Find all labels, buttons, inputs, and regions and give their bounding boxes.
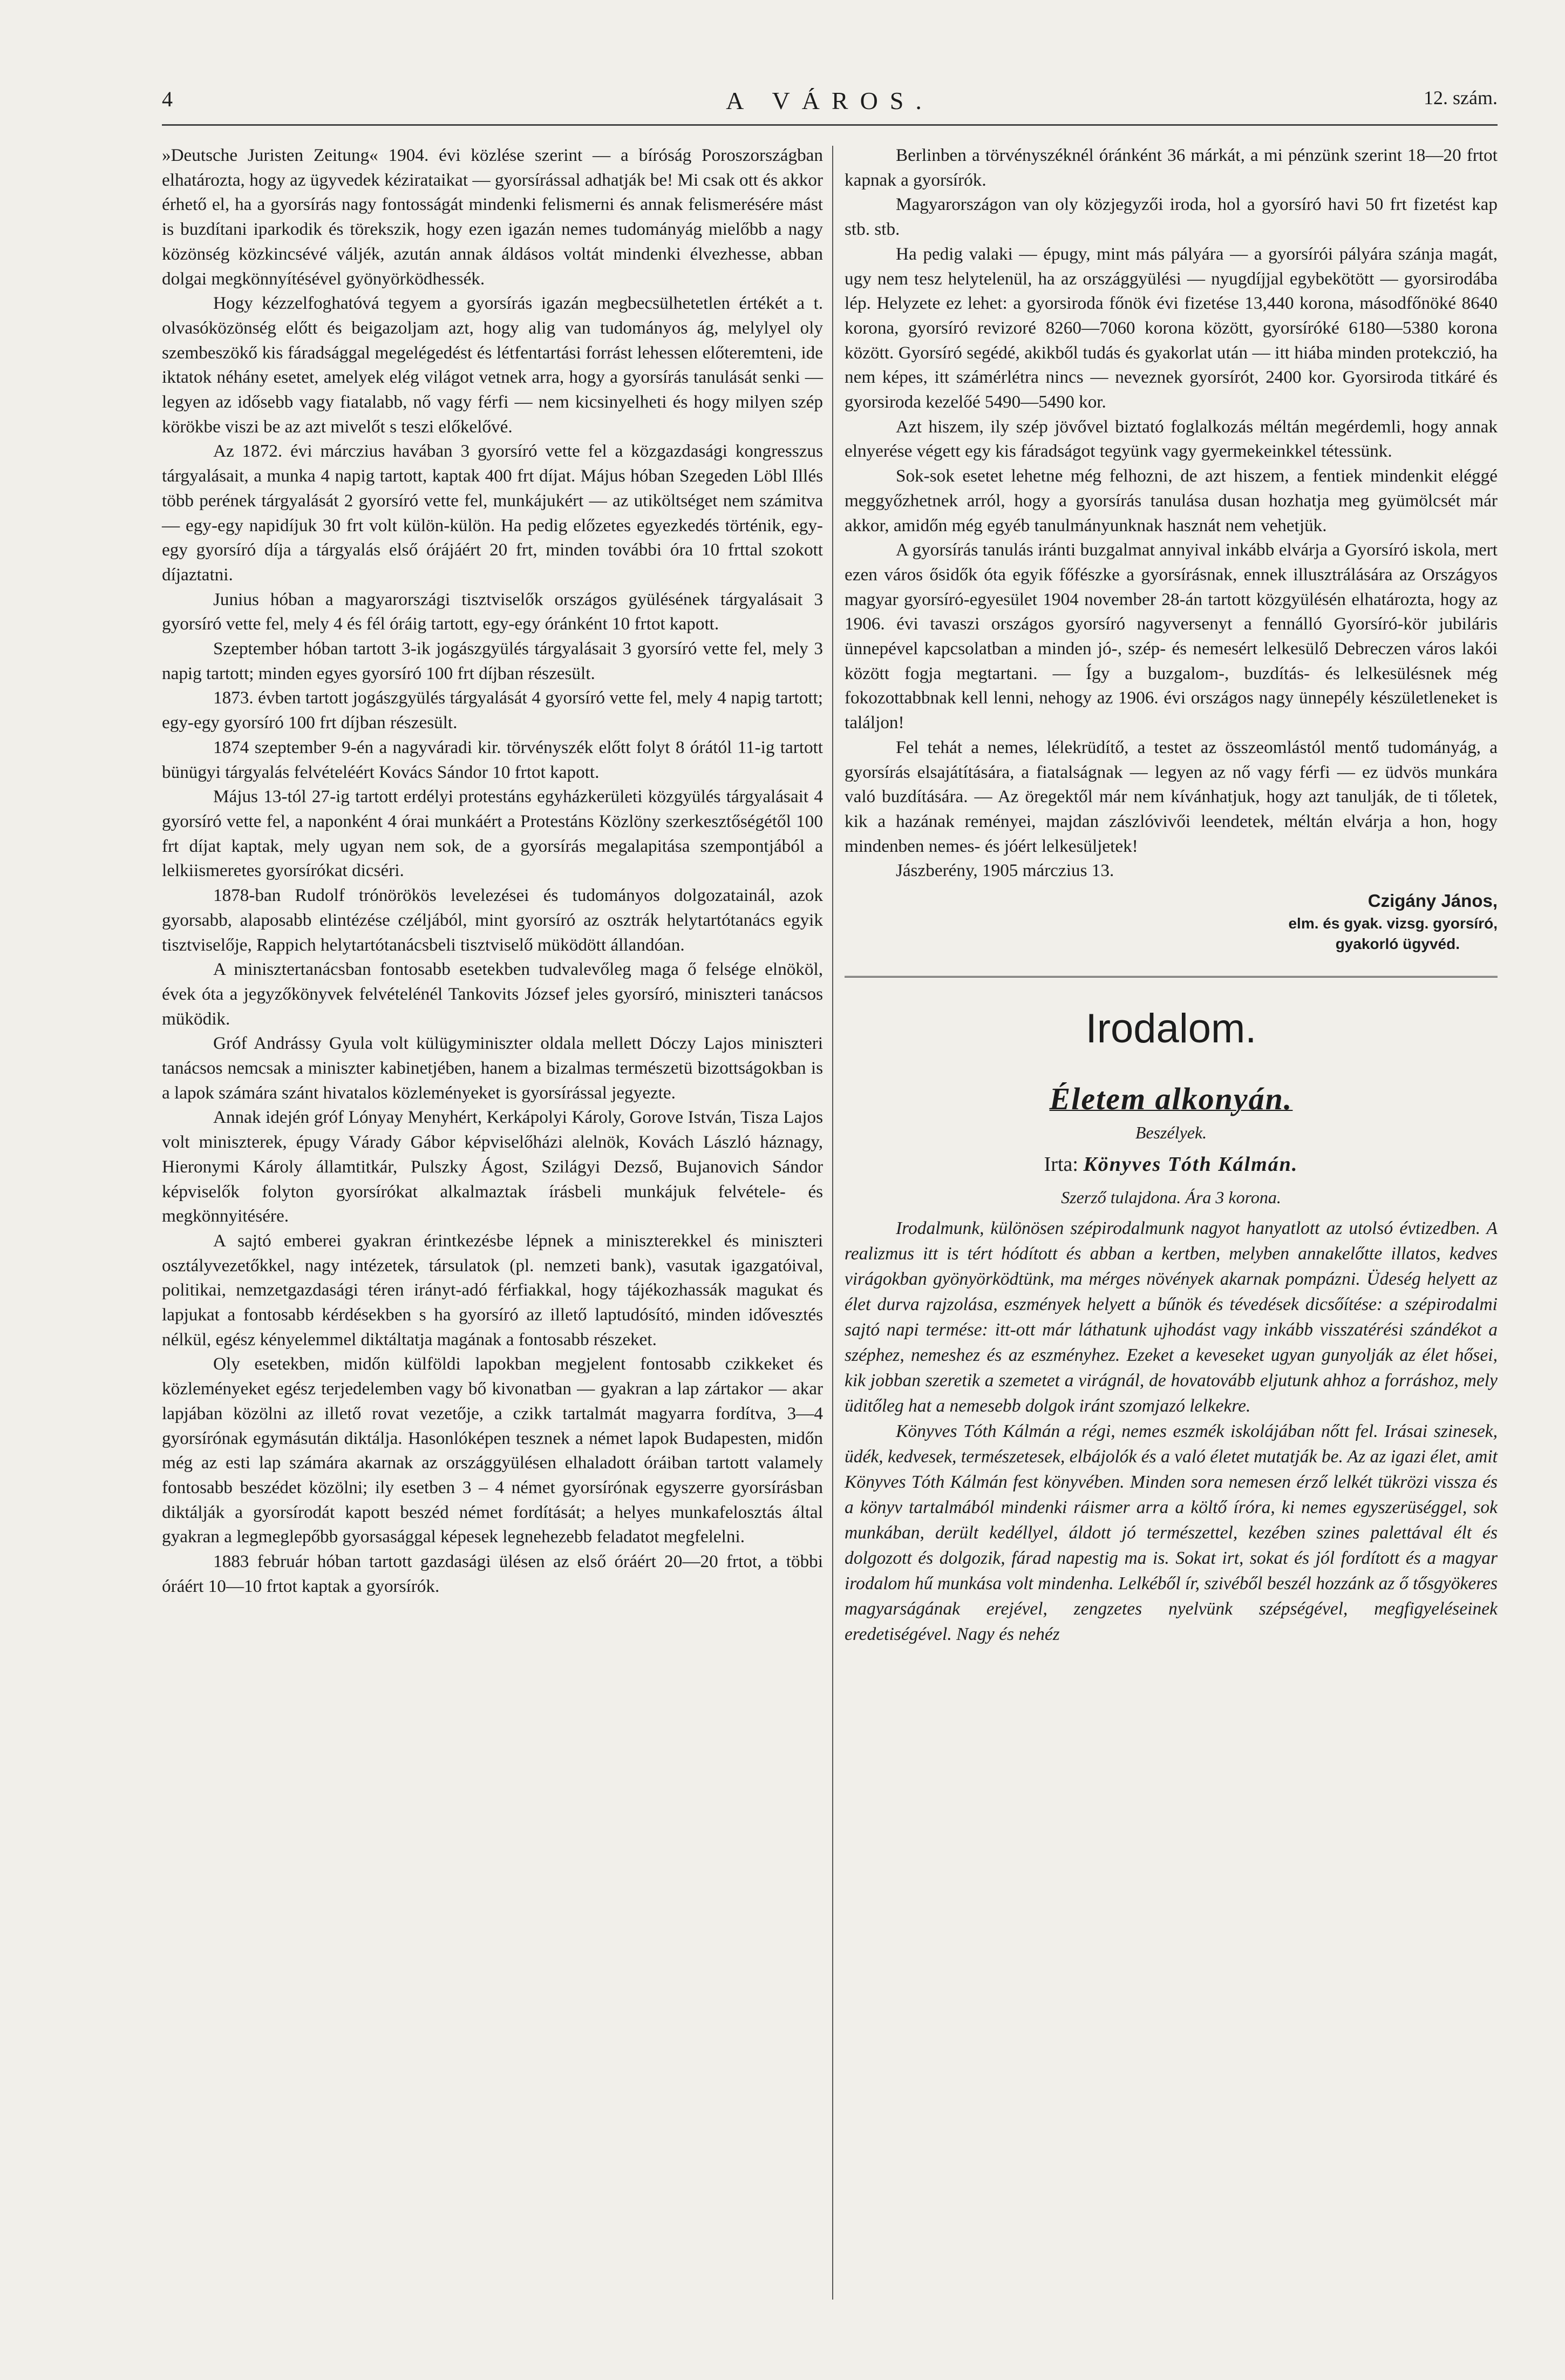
book-genre: Beszélyek. (1135, 1122, 1207, 1142)
paragraph: Berlinben a törvényszéknél óránként 36 márkát, a mi pénzünk szerint 18—20 frtot kapnak a gyorsírók. (845, 145, 1498, 190)
paragraph: Az 1872. évi márczius havában 3 gyorsíró vette fel a közgazdasági kongresszus tárgyalásait, a munka 4 napig tartott, kaptak 400 frt díjat. Május hóban Szegeden Löbl Illés több perének tárgyalását 2 gyorsíró vette fel, munkájukért — az utiköltséget nem számitva — egy-egy napidíjuk 30 frt volt külön-külön. Ha pedig előzetes egyezkedés történik, egy-egy gyorsíró díja a tárgyalás első órájáért 20 frt, minden további óra 10 frttal szokott díjaztatni. (162, 441, 823, 585)
review-paragraph: Irodalmunk, különösen szépirodalmunk nagyot hanyatlott az utolsó évtizedben. A realizmus itt is tért hódított és abban a kertben, melyben annakelőtte illatos, kedves virágokban gyönyörködtünk, ma mérges növények akarnak pompázni. Üdeség helyett az élet durva rajzolása, eszmények helyett a bűnök és tévedések dicsőítése: a szépirodalmi sajtó napi termése: itt-ott már láthatunk ujhodást vagy inkább visszatérési szándékot a széphez, nemeshez és az eszményhez. Ezeket a keveseket ugyan gunyolják az élet hősei, kik jobban szeretik a szemetet a virágnál, de hovatovább eljutunk ahhoz a forráshoz, mely üditőleg hat a nemesebb dolgok iránt szomjazó lelkekre. (845, 1218, 1498, 1416)
paragraph: A minisztertanácsban fontosabb esetekben tudvalevőleg maga ő felsége elnököl, évek óta a jegyzőkönyvek felvételénél Tankovits József jeles gyorsíró, miniszteri tanácsos müködik. (162, 959, 823, 1029)
paragraph: Junius hóban a magyarországi tisztviselők országos gyülésének tárgyalásait 3 gyorsíró vette fel, mely 4 és fél óráig tartott, egy-egy óránként 10 frtot kapott. (162, 589, 823, 634)
paragraph: Fel tehát a nemes, lélekrüdítő, a testet az összeomlástól mentő tudományág, a gyorsírás elsajátítására, a fiatalságnak — legyen az nő vagy férfi — ez üdvös munkára való buzdítására. — Az öregektől már nem kívánhatjuk, hogy azt tanulják, de ti tőletek, kik a hazának reményei, majdan zászlóvivői leendetek, méltán elvárja a hon, hogy mindenben nemes- és jóért lelkesüljetek! (845, 737, 1498, 856)
paragraph: Ha pedig valaki — épugy, mint más pályára — a gyorsírói pályára szánja magát, ugy nem tesz helytelenül, ha az országgyülési — nyugdíjjal egybekötött — gyorsirodába lép. Helyzete ez lehet: a gyorsiroda főnök évi fizetése 13,440 korona, másodfőnöké 8640 korona, gyorsíró revizoré 8260—7060 korona között, gyorsíróké 6180—5380 korona között. Gyorsíró segédé, akikből tudás és gyakorlat után — itt hiába minden protekczió, ha nem képes, itt számérlétra nincs — neveznek gyorsírót, 2400 kor. Gyorsiroda titkáré és gyorsiroda kezelőé 5490—5490 kor. (845, 243, 1498, 412)
paragraph: A gyorsírás tanulás iránti buzgalmat annyival inkább elvárja a Gyorsíró iskola, mert ezen város ősidők óta egyik főfészke a gyorsírásnak, ennek illusztrálására az Országyos magyar gyorsíró-egyesület 1904 november 28-án tartott közgyülésén elhatározta, hogy az 1906. évi tavaszi országos gyorsíró nagyversenyt a fennálló Gyorsíró-kör jubiláris ünnepével kapcsolatban a minden jó-, szép- és nemesért lelkesülő Debreczen város lakói között fogja megtartani. — Így a buzgalom-, buzdítás- és lelkesülésnek még fokozottabbnak kell lenni, nehogy az 1906. évi országos nagy ünnepély készületleneket is találjon! (845, 540, 1498, 733)
paragraph: 1874 szeptember 9-én a nagyváradi kir. törvényszék előtt folyt 8 órától 11-ig tartott bünügyi tárgyalás felvételéért Kovács Sándor 10 frtot kapott. (162, 737, 823, 782)
section-divider (845, 976, 1498, 978)
paragraph: 1883 február hóban tartott gazdasági ülésen az első óráért 20—20 frtot, a többi óráért 10—10 frtot kaptak a gyorsírók. (162, 1551, 823, 1596)
page-number: 4 (162, 87, 173, 111)
right-column (845, 143, 1498, 1647)
signature-role: gyakorló ügyvéd. (1335, 935, 1460, 952)
signature-block (845, 889, 1498, 954)
book-author: Könyves Tóth Kálmán. (1083, 1152, 1298, 1176)
page-header (162, 81, 1498, 126)
left-column (162, 143, 823, 1598)
signature-role: elm. és gyak. vizsg. gyorsíró, (1288, 914, 1498, 932)
review-paragraph: Könyves Tóth Kálmán a régi, nemes eszmék iskolájában nőtt fel. Irásai szinesek, üdék, kedvesek, természetesek, elbájolók és a való életet mutatják be. Az az igazi élet, amit Könyves Tóth Kálmán fest könyvében. Minden sora nemesen érző lelkét tükrözi vissza és a könyv tartalmából mindenki ráismer arra a költő íróra, ki nemes egyszerüséggel, sok munkában, derült kedéllyel, áldott jó természettel, kezében szines palettával élt és dolgozott és dolgozik, fárad napestig ma is. Sokat irt, sokat és jól fordított és a magyar irodalom hű munkása volt mindenha. Lelkéből ír, szivéből beszél hozzánk az ő tősgyökeres magyarságának erejével, zengzetes nyelvünk szépségével, megfigyeléseinek eredetiségével. Nagy és nehéz (845, 1421, 1498, 1644)
paragraph: Hogy kézzelfoghatóvá tegyem a gyorsírás igazán megbecsülhetetlen értékét a t. olvasóközönség előtt és beigazoljam azt, hogy alig van tudományos ág, melylyel oly szembeszökő kis fáradsággal megelégedést és létfentartási forrást lehessen előteremteni, ide iktatok néhány esetet, amelyek elég világot vetnek arra, hogy a gyorsírás tanulását senki — legyen az idősebb vagy fiatalabb, nő vagy férfi — nem kicsinyelheti és hogy milyen szép körökbe viszi be az azt mivelőt s teszi előkelővé. (162, 293, 823, 437)
signature-name: Czigány János, (1367, 891, 1498, 911)
paragraph: Azt hiszem, ily szép jövővel biztató foglalkozás méltán megérdemli, hogy annak elnyerése végett egy kis fáradságot tegyünk vagy gyermekeinkkel tétessünk. (845, 416, 1498, 462)
paragraph: 1878-ban Rudolf trónörökös levelezései és tudományos dolgozatainál, azok gyorsabb, alaposabb elintézése czéljából, mint gyorsíró az osztrák helytartótanács egyik tisztviselője, Rappich helytartótanácsbeli tisztviselő müködött állandóan. (162, 885, 823, 955)
book-price: Szerző tulajdona. Ára 3 korona. (1061, 1187, 1281, 1207)
section-heading: Irodalom. (1085, 1005, 1257, 1052)
paragraph: Annak idején gróf Lónyay Menyhért, Kerkápolyi Károly, Gorove István, Tisza Lajos volt miniszterek, épugy Várady Gábor képviselőházi alelnök, Kovách László háznagy, Hieronymi Károly államtitkár, Pulszky Ágost, Szilágyi Dezső, Bujanovich Sándor képviselők folyton gyorsírókat alkalmaztak írásbeli munkájuk felvétele- és megkönnyitésére. (162, 1107, 823, 1226)
book-author-line (845, 1148, 1498, 1181)
paragraph: »Deutsche Juristen Zeitung« 1904. évi közlése szerint — a bíróság Poroszországban elhatározta, hogy az ügyvedek kézirataikat — gyorsírással adhatják be! Mi csak ott és akkor érhető el, ha a gyorsírás nagy fontosságát mindenki felismerni és annak felismerésére mást is buzdítani iparkodik és törekszik, hogy ezen igazán nemes tudományág mielőbb a nagy közönség közkincsévé váljék, azután annak áldásos voltát mindenki élvezhesse, abban dolgai megkönnyítésével gyönyörködhessék. (162, 145, 823, 289)
paragraph: Gróf Andrássy Gyula volt külügyminiszter oldala mellett Dóczy Lajos miniszteri tanácsos nemcsak a miniszter kabinetjében, hanem a bizalmas természetü bizottságokban is a lapok számára szánt hivatalos közleményeket is gyorsírással jegyezte. (162, 1033, 823, 1103)
column-divider (832, 146, 833, 2300)
book-review (845, 1216, 1498, 1647)
paragraph: Szeptember hóban tartott 3-ik jogászgyülés tárgyalásait 3 gyorsíró vette fel, mely 3 napig tartott; minden egyes gyorsíró 100 frt díjban részesült. (162, 639, 823, 683)
paragraph: 1873. évben tartott jogászgyülés tárgyalását 4 gyorsíró vette fel, mely 4 napig tartott; egy-egy gyorsíró 100 frt díjban részesült. (162, 688, 823, 733)
paragraph: Május 13-tól 27-ig tartott erdélyi protestáns egyházkerületi közgyülés tárgyalásait 4 gyorsíró vette fel, a naponként 4 órai munkáért a Protestáns Közlöny szerkesztőségétől 100 frt díjat kaptak, mely ugyan nem sok, de a gyorsírás megalapitása szempontjából a lelkiismeretes gyorsírókat dicséri. (162, 786, 823, 881)
issue-number: 12. szám. (1424, 87, 1498, 109)
dateline: Jászberény, 1905 márczius 13. (896, 860, 1114, 881)
book-title: Életem alkonyán. (1049, 1081, 1293, 1116)
masthead-title: A VÁROS. (726, 87, 934, 114)
author-prefix: Irta: (1044, 1152, 1078, 1176)
paragraph: A sajtó emberei gyakran érintkezésbe lépnek a miniszterekkel és miniszteri osztályvezetőkkel, nagy intézetek, társulatok (pl. nemzeti bank), vasutak igazgatóival, politikai, nemzetgazdasági téren irányt-adó férfiakkal, hogy tájékozhassák magukat és lapjukat a fontosabb kérdésekben s ha gyorsíró az illető laptudósító, minden idővesztés nélkül, egész kényelemmel diktáltatja magának a fontosabb részeket. (162, 1230, 823, 1350)
paragraph: Magyarországon van oly közjegyzői iroda, hol a gyorsíró havi 50 frt fizetést kap stb. stb. (845, 194, 1498, 240)
paragraph: Oly esetekben, midőn külföldi lapokban megjelent fontosabb czikkeket és közleményeket egész terjedelemben vagy bő kivonatban — gyakran a lap zártakor — akar lapjában közölni az illető rovat vezetője, a czikk tartalmát magyarra fordítva, 3—4 gyorsírónak egymásután diktálja. Hasonlóképen tesznek a német lapok Budapesten, midőn még az esti lap számára akarnak az országgyülésen elhaladott óráiban tartott valamely fontosabb beszédet közölni; ily esetben 3 – 4 német gyorsírónak egyszerre gyorsírásban diktálják a gyorsírodát kapott beszéd német fordítását; a helyes munkafelosztás által gyakran a legmeglepőbb gyorsasággal képesek legnehezebb feladatot megfelelni. (162, 1354, 823, 1547)
paragraph: Sok-sok esetet lehetne még felhozni, de azt hiszem, a fentiek mindenkit eléggé meggyőzhetnek arról, hogy a gyorsírás tanulása dusan hozhatja meg gyümölcsét már akkor, amidőn még egyéb tanulmányunknak hasznát nem vehetjük. (845, 466, 1498, 535)
